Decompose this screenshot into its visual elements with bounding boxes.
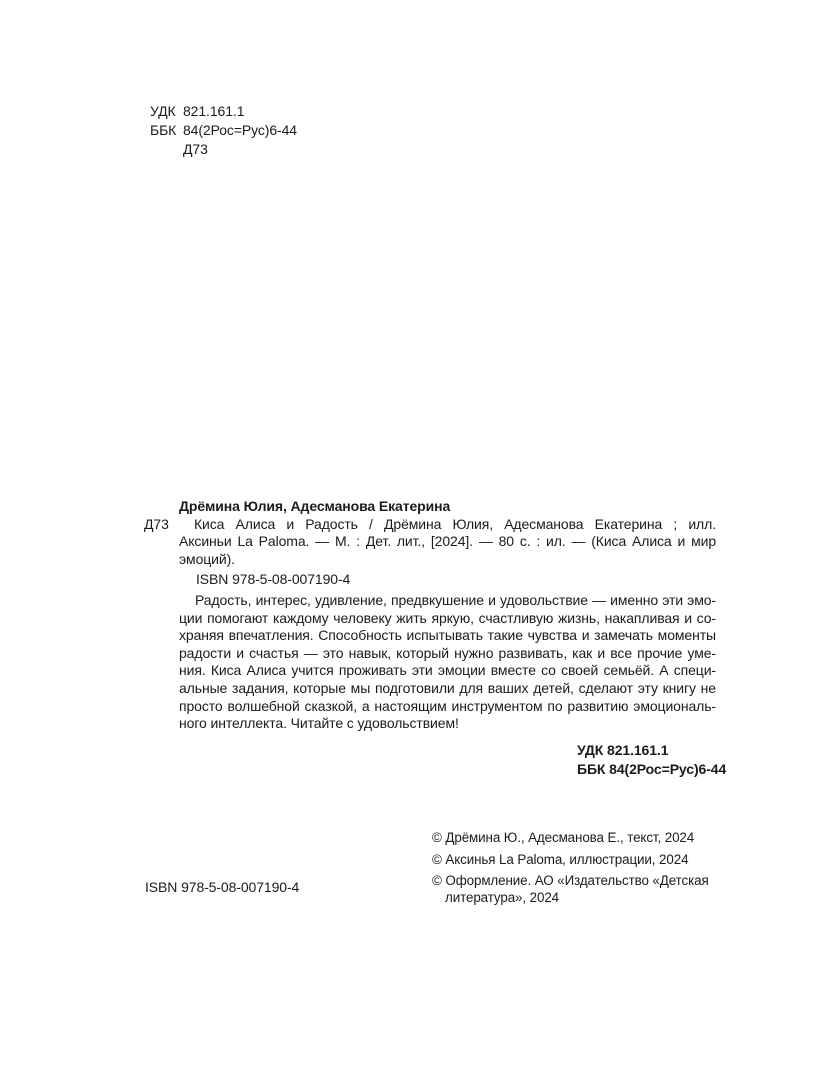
copyright-line: литература», 2024: [445, 889, 560, 905]
classification-label: УДК: [150, 103, 176, 119]
catalog-card: [144, 498, 719, 733]
copyright-line: © Дрёмина Ю., Адесманова Е., текст, 2024: [432, 830, 695, 845]
copyright-block: [432, 830, 718, 906]
classification-footer: [577, 741, 726, 779]
annotation-line: Радость, интерес, удивление, предвкушение и удовольствие — именно эти эмо-: [195, 591, 716, 608]
description-line: Аксиньи La Paloma. — М. : Дет. лит., [2024]. — 80 с. : ил. — (Киса Алиса и мир: [179, 533, 716, 550]
bbk-footer-line: ББК 84(2Рос=Рус)6-44: [577, 761, 727, 777]
classification-row: [150, 102, 297, 121]
authors-heading: Дрёмина Юлия, Адесманова Екатерина: [179, 498, 451, 514]
description-line: эмоций).: [179, 550, 235, 567]
classification-value: 84(2Рос=Рус)6-44: [183, 122, 297, 138]
classification-row: [150, 140, 297, 159]
annotation-line: храняя впечатления. Способность испытывать такие чувства и замечать моменты: [179, 627, 716, 644]
udk-top-block: [150, 102, 297, 159]
bibliographic-description: [144, 515, 716, 569]
catalog-code: Д73: [144, 515, 169, 532]
classification-label: [150, 140, 183, 159]
copyright-line: © Оформление. АО «Издательство «Детская: [432, 873, 709, 888]
classification-label: ББК: [150, 122, 177, 138]
annotation-line: радости и счастья — это навык, который нужно развивать, как и все прочие уме-: [179, 644, 716, 661]
classification-value: Д73: [183, 141, 208, 157]
udk-footer-line: УДК 821.161.1: [577, 742, 669, 758]
isbn-bottom: ISBN 978-5-08-007190-4: [145, 879, 300, 895]
classification-row: [150, 121, 297, 140]
description-line: Киса Алиса и Радость / Дрёмина Юлия, Адесманова Екатерина ; илл.: [194, 515, 716, 532]
annotation-line: альные задания, которые мы подготовили для ваших детей, сделают эту книгу не: [179, 679, 716, 696]
copyright-line: © Аксинья La Paloma, иллюстрации, 2024: [432, 851, 689, 867]
annotation: [179, 592, 716, 733]
annotation-line: просто волшебной сказкой, а настоящим инструментом по развитию эмоциональ-: [179, 697, 716, 714]
annotation-line: ного интеллекта. Читайте с удовольствием!: [179, 715, 459, 732]
isbn-top: ISBN 978-5-08-007190-4: [196, 571, 351, 588]
classification-value: 821.161.1: [183, 103, 245, 119]
annotation-line: ния. Киса Алиса учится проживать эти эмоции вместе со своей семьёй. А специ-: [179, 662, 716, 679]
description-lines: [179, 516, 716, 569]
annotation-line: ции помогают каждому человеку жить яркую, счастливую жизнь, накапливая и со-: [179, 609, 716, 626]
